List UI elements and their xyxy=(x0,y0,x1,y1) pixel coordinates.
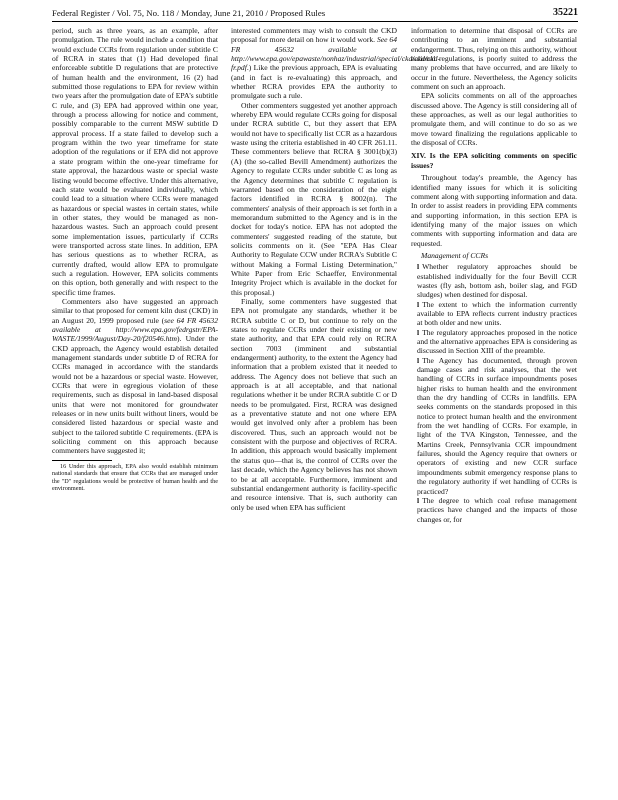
column-2 xyxy=(231,26,441,796)
citation-link[interactable]: See 64 FR 45632 available at http://www.epa.gov/epawaste/nonhaz/industrial/special/ckd/ckd/ckd-fr.pdf xyxy=(231,35,441,73)
list-item: l The Agency has documented, through proven damage cases and risk analyses, that the wet handling of CCRs in surface impoundments poses higher risks to human health and the environment than the dry handling of CCRs in landfills. EPA seeks comments on the standards proposed in this notice to protect human health and the environment from the wet handling of CCRs. For example, in light of the TVA Kingston, Tennessee, and the Martins Creek, Pennsylvania CCR impoundment failures, should the Agency require that owners or operators of existing and new CCR surface impoundments submit emergency response plans to the regulatory authority if wet handling of CCRs is practiced? xyxy=(417,355,577,496)
column-1 xyxy=(52,26,218,796)
column-3 xyxy=(411,26,577,796)
page-number: 35221 xyxy=(553,7,578,18)
header-rule xyxy=(52,21,578,22)
subsection-heading: Management of CCRs xyxy=(421,250,489,260)
paragraph: period, such as three years, as an example, after promulgation. The rule would include a condition that would exclude CCRs from regulation under subtitle C of RCRA in states that (1) Had developed final enforceable subtitle D regulations that are protective of human health and the environment, 16 (2) had submitted those regulations to EPA for review within two years after the promulgation date of EPA's subtitle C rule, and (3) EPA had approved within one year, through a process allowing for notice and comment, possibly comparable to the current MSW subtitle D approval process. If a state failed to develop such a program within the two year timeframe for state adoption of the regulations or if EPA did not approve a state program within the one-year timeframe for state approval, the hazardous waste or special waste listing would become effective. Under this alternative, each state would be evaluated individually, which could lead to a situation where CCRs were managed as hazardous or special wastes in certain states, while in other states, they would be managed as non-hazardous wastes. Such an approach could present some implementation issues, particularly if CCRs were transported across state lines. In addition, EPA has serious questions as to whether RCRA, as currently drafted, would allow EPA to promulgate such a regulation. However, EPA solicits comments on this option, both generally and with respect to the specific time frames. xyxy=(52,26,219,297)
bullet-icon: l xyxy=(417,327,420,337)
bullet-icon: l xyxy=(417,262,420,272)
paragraph: Throughout today's preamble, the Agency has identified many issues for which it is soliciting comment along with supporting information and data. In order to assist readers in providing EPA comments and supporting information, in this section EPA is identifying many of the major issues on which comments with supporting information and data are requested. xyxy=(411,173,577,248)
paragraph: interested commenters may wish to consult the CKD proposal for more detail on how it would work. See 64 FR 45632 available at http://www.epa.gov/epawaste/nonhaz/industrial/special/ckd/ckd/ckd-fr.pdf.) Like the previous approach, EPA is evaluating (and in fact is re-evaluating) this approach, and whether RCRA provides EPA the authority to promulgate such a rule. xyxy=(231,26,441,101)
paragraph: Commenters also have suggested an approach similar to that proposed for cement kiln dust (CKD) in an August 20, 1999 proposed rule (see 64 FR 45632 available at http://www.epa.gov/fedrgstr/EPA-WASTE/1999/August/Day-20/f20546.htm). Under the CKD approach, the Agency would establish detailed management standards under subtitle D of RCRA for CCRs managed in accordance with the standards would not be a hazardous or special waste. However, CCRs that were in egregious violation of these requirements, such as disposal in land-based disposal units that were not monitored for groundwater releases or in new units built without liners, would be considered listed hazardous or special waste and subject to the tailored subtitle C requirements. (EPA is soliciting comment on this approach because commenters have suggested it; xyxy=(52,296,218,456)
list-item: l The extent to which the information currently available to EPA reflects current industry practices at both older and new units. xyxy=(417,299,577,328)
bullet-icon: l xyxy=(417,495,420,505)
footnote-rule xyxy=(52,460,112,461)
footnote: 16 Under this approach, EPA also would establish minimum national standards that ensure that CCRs that are managed under the "D" regulations would be protective of human health and the environment. xyxy=(52,462,218,493)
bullet-icon: l xyxy=(417,355,420,365)
paragraph: Finally, some commenters have suggested that EPA not promulgate any standards, whether it be RCRA subtitle C or D, but continue to rely on the states to regulate CCRs under their existing or new state authority, and that EPA could rely on RCRA section 7003 (imminent and substantial endangerment) authority, to the extent the Agency had information that a problem existed that it needed to address. The Agency does not believe that such an approach is at all acceptable, and that national regulations whether it be under RCRA subtitle C or D needs to be promulgated. First, RCRA was designed as a preventative statute and not one where EPA would get involved only after a problem has been discovered. Thus, such an approach would not be consistent with the purpose and objectives of RCRA. In addition, this approach would basically implement the status quo—that is, the control of CCRs over the last decade, which the Agency believes has not shown to be at all acceptable. Furthermore, imminent and substantial endangerment authority is facility-specific and resource intensive. That is, such authority can only be used when EPA has sufficient xyxy=(231,296,397,512)
list-item: l The regulatory approaches proposed in the notice and the alternative approaches EPA is considering as discussed in Section XIII of the preamble. xyxy=(417,327,577,356)
header-citation: Federal Register / Vol. 75, No. 118 / Monday, June 21, 2010 / Proposed Rules xyxy=(52,8,326,18)
section-heading: XIV. Is the EPA soliciting comments on specific issues? xyxy=(411,151,577,170)
paragraph: information to determine that disposal of CCRs are contributing to an imminent and substantial endangerment. Thus, relying on this authority, without national regulations, is poorly suited to address the many problems that have occurred, and are likely to occur in the future. Nevertheless, the Agency solicits comment on such an approach. xyxy=(411,26,577,92)
paragraph: Other commenters suggested yet another approach whereby EPA would regulate CCRs going for disposal under RCRA subtitle C, but they assert that EPA would not have to specifically list CCR as a hazardous waste using the criteria established in 40 CFR 261.11. These commenters believe that RCRA § 3001(b)(3)(A) (the so-called Bevill Amendment) authorizes the Agency to regulate CCRs under subtitle C as long as the Agency determines that subtitle C regulation is warranted based on the consideration of the eight factors identified in RCRA § 8002(n). The commenters' analysis of their approach is set forth in a memorandum submitted to the Agency and is in the docket for today's notice. EPA has not adopted the commenters' suggested reading of the statute, but solicits comments on it. (See "EPA Has Clear Authority to Regulate CCW under RCRA's Subtitle C without Making a Formal Listing Determination," White Paper from Eric Schaeffer, Environmental Integrity Project which is available in the docket for this proposal.) xyxy=(231,100,397,297)
citation-link[interactable]: see 64 FR 45632 available at http://www.epa.gov/fedrgstr/EPA-WASTE/1999/August/Day-20/f20546.htm xyxy=(52,315,218,344)
list-item: l The degree to which coal refuse management practices have changed and the impacts of those changes or, for xyxy=(417,495,577,524)
bullet-icon: l xyxy=(417,299,420,309)
paragraph: EPA solicits comments on all of the approaches discussed above. The Agency is still considering all of these approaches, as well as our legal authorities to promulgate them, and will continue to do so as we move toward finalizing the regulations applicable to the disposal of CCRs. xyxy=(411,91,577,148)
page-header xyxy=(52,6,578,20)
list-item: l Whether regulatory approaches should be established individually for the four Bevill CCR wastes (fly ash, bottom ash, boiler slag, and FGD sludges) when destined for disposal. xyxy=(417,262,577,300)
